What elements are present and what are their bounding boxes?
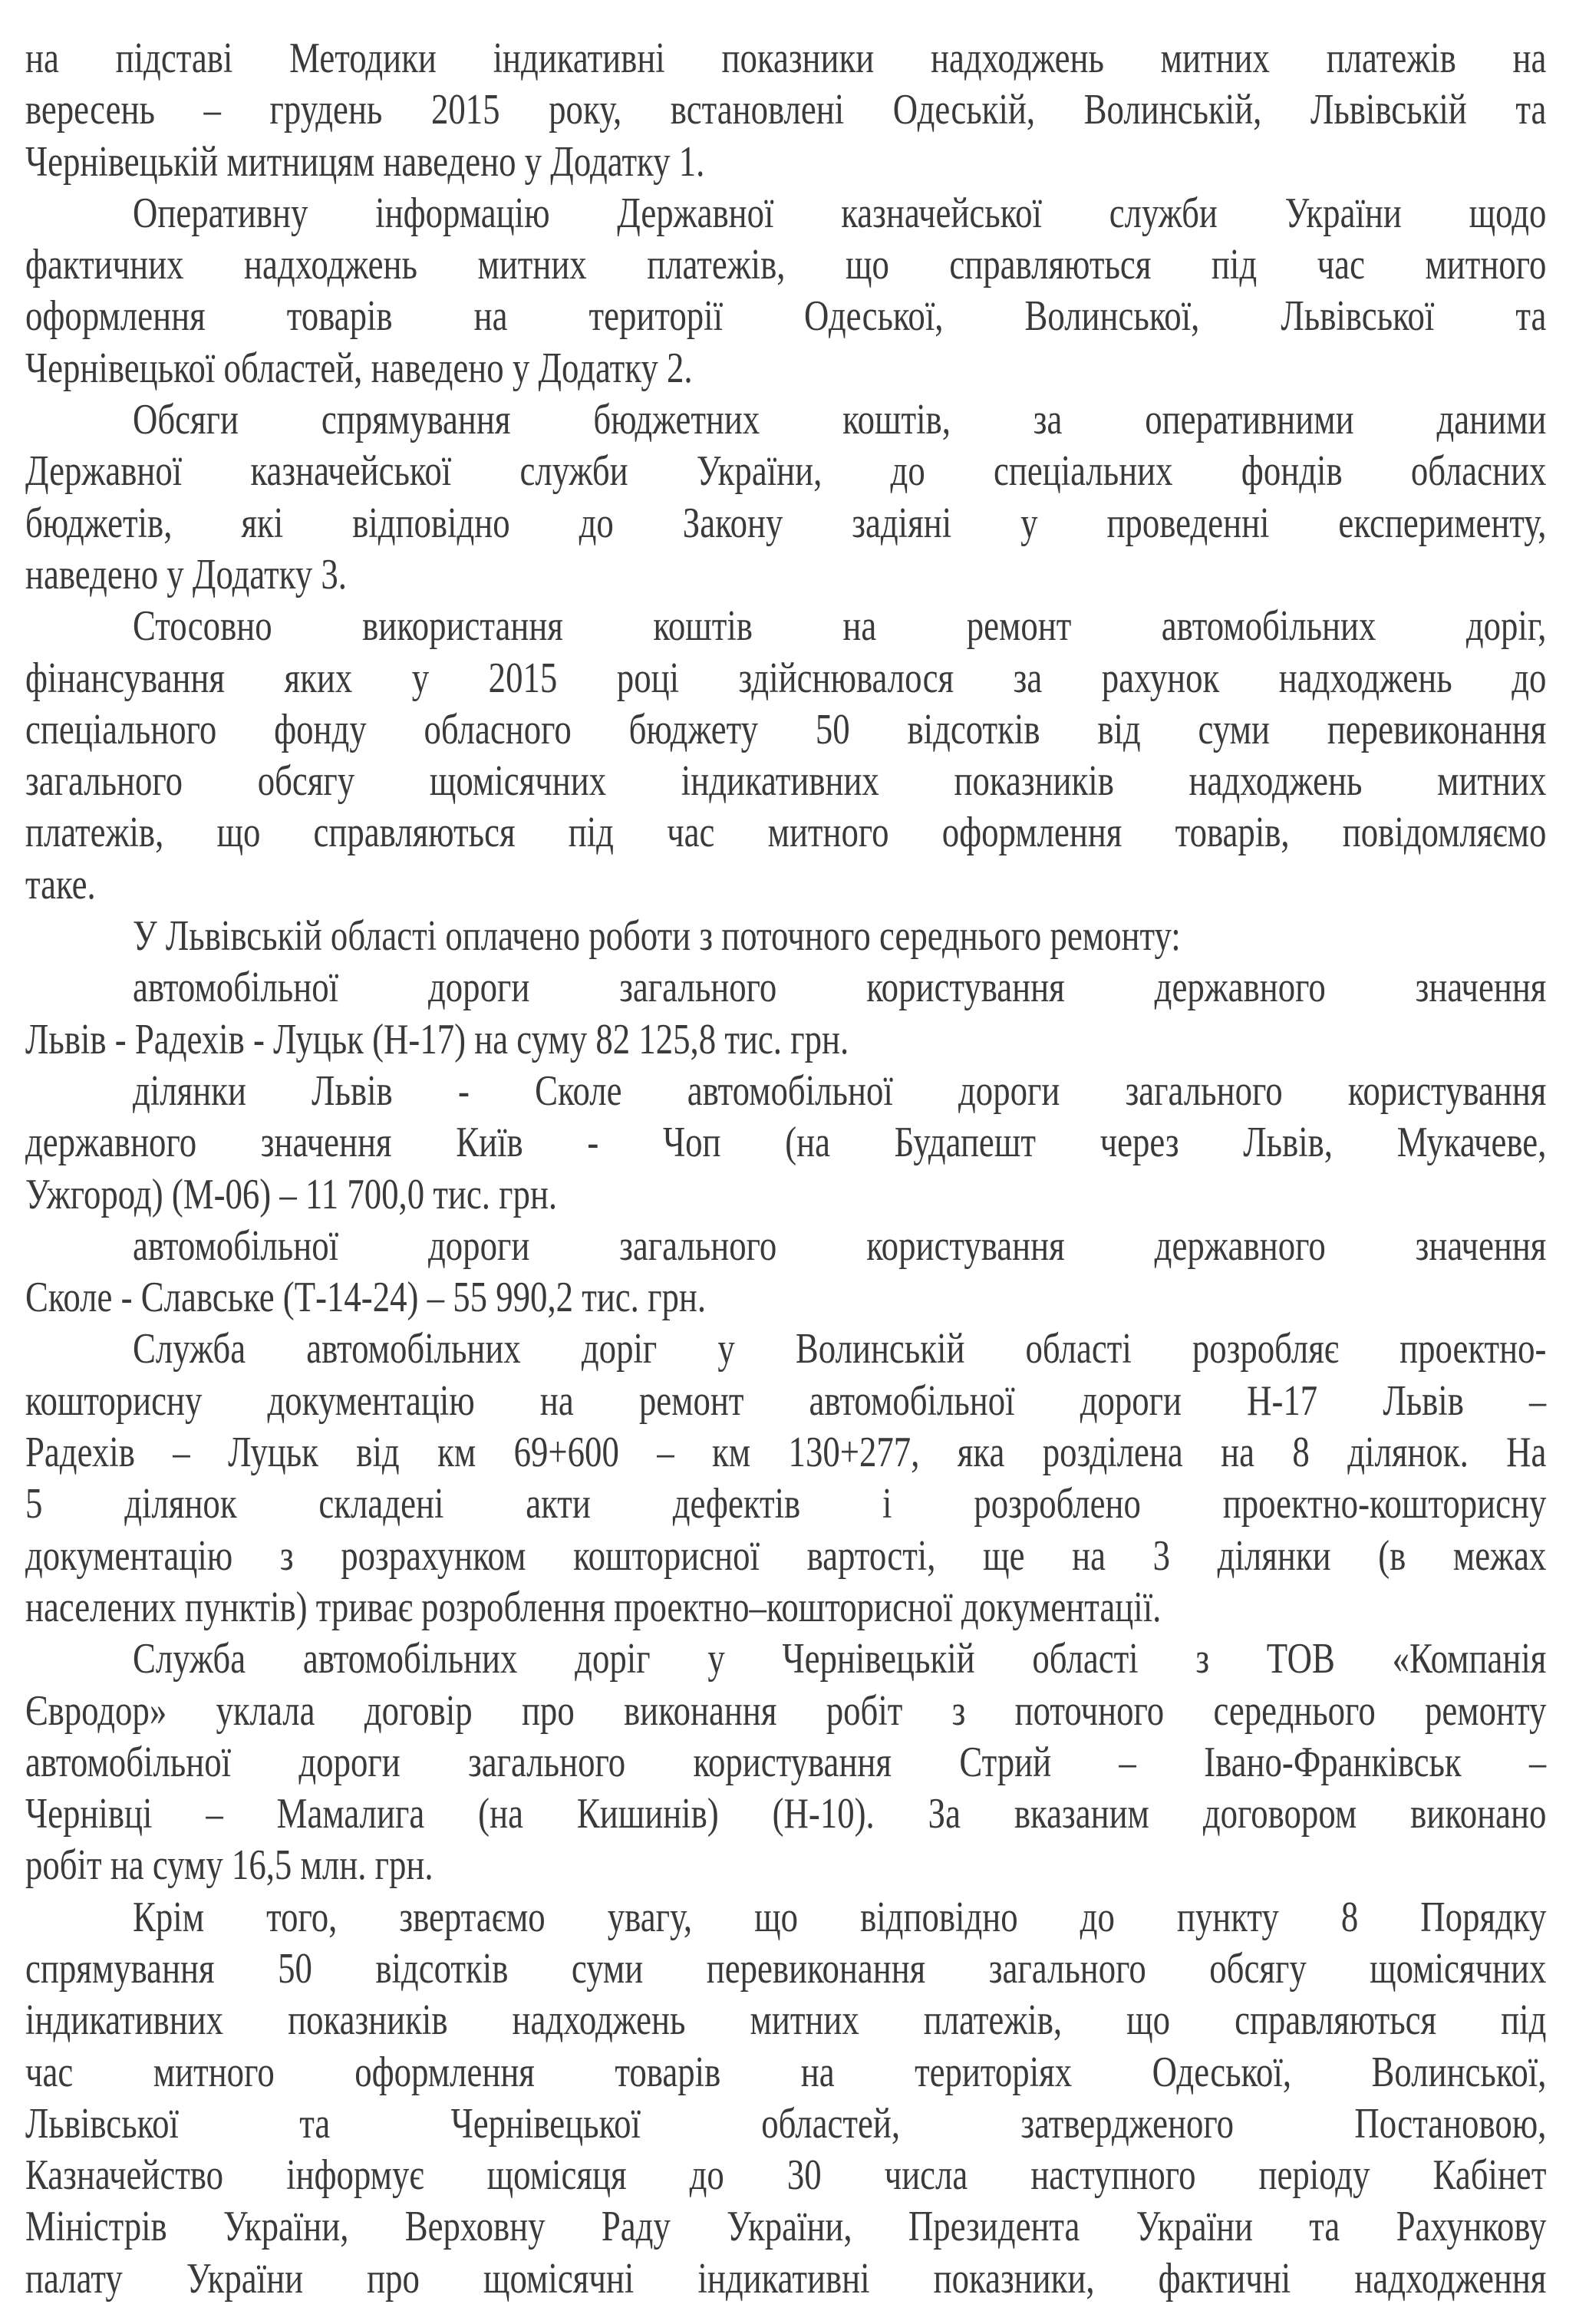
text-line: Львівської та Чернівецької областей, затвердженого Постановою, — [25, 2099, 1547, 2148]
paragraph — [25, 1066, 1546, 1221]
paragraph — [25, 601, 1546, 911]
text-line: час митного оформлення товарів на територіях Одеської, Волинської, — [25, 2048, 1547, 2096]
text-line: таке. — [25, 860, 96, 908]
text-line: платежів, що справляються під час митного оформлення товарів, повідомляємо — [25, 809, 1547, 857]
text-line: Львів - Радехів - Луцьк (Н-17) на суму 82 125,8 тис. грн. — [25, 1015, 849, 1063]
text-line: державного значення Київ - Чоп (на Будапешт через Львів, Мукачеве, — [25, 1119, 1547, 1167]
text-line: населених пунктів) триває розроблення проектно–кошторисної документації. — [25, 1583, 1162, 1631]
text-line: автомобільної дороги загального користування державного значення — [133, 964, 1547, 1012]
text-line: Сколе - Славське (Т-14-24) – 55 990,2 тис. грн. — [25, 1274, 707, 1322]
paragraph — [25, 1633, 1546, 1891]
text-line: Ужгород) (М-06) – 11 700,0 тис. грн. — [25, 1170, 558, 1218]
text-line: фактичних надходжень митних платежів, що справляються під час митного — [25, 241, 1547, 289]
text-line: спрямування 50 відсотків суми перевиконання загального обсягу щомісячних — [25, 1944, 1547, 1993]
text-line: фінансування яких у 2015 році здійснювалося за рахунок надходжень до — [25, 654, 1547, 702]
text-line: кошторисну документацію на ремонт автомобільної дороги Н-17 Львів – — [25, 1376, 1547, 1425]
text-line: Радехів – Луцьк від км 69+600 – км 130+277, яка розділена на 8 ділянок. На — [25, 1429, 1547, 1477]
paragraph — [25, 911, 1546, 962]
text-line: Крім того, звертаємо увагу, що відповідно до пункту 8 Порядку — [133, 1893, 1547, 1941]
text-line: загального обсягу щомісячних індикативних показників надходжень митних — [25, 757, 1547, 806]
text-line: У Львівській області оплачено роботи з поточного середнього ремонту: — [133, 912, 1181, 961]
text-line: Служба автомобільних доріг у Чернівецькій області з ТОВ «Компанія — [133, 1635, 1547, 1683]
paragraph — [25, 1892, 1546, 2305]
text-line: автомобільної дороги загального користування державного значення — [133, 1221, 1547, 1270]
text-line: ділянки Львів - Сколе автомобільної дороги загального користування — [133, 1066, 1547, 1115]
paragraph — [25, 1221, 1546, 1324]
text-line: автомобільної дороги загального користування Стрий – Івано-Франківськ – — [25, 1738, 1547, 1786]
text-line: документацію з розрахунком кошторисної вартості, ще на 3 ділянки (в межах — [25, 1531, 1547, 1580]
text-line: Обсяги спрямування бюджетних коштів, за оперативними даними — [133, 396, 1547, 444]
paragraph — [25, 962, 1546, 1066]
text-line: наведено у Додатку 3. — [25, 550, 347, 598]
paragraph — [25, 394, 1546, 601]
text-line: вересень – грудень 2015 року, встановлені Одеській, Волинській, Львівській та — [25, 86, 1547, 134]
text-line: Євродор» уклала договір про виконання робіт з поточного середнього ремонту — [25, 1686, 1547, 1735]
text-line: бюджетів, які відповідно до Закону задіяні у проведенні експерименту, — [25, 499, 1547, 547]
text-line: Міністрів України, Верховну Раду України, Президента України та Рахункову — [25, 2203, 1547, 2251]
text-line: Чернівці – Мамалига (на Кишинів) (Н-10). За вказаним договором виконано — [25, 1790, 1547, 1838]
text-line: індикативних показників надходжень митних платежів, що справляються під — [25, 1996, 1547, 2045]
text-line: на підставі Методики індикативні показники надходжень митних платежів на — [25, 35, 1547, 82]
text-line: палату України про щомісячні індикативні показники, фактичні надходження — [25, 2254, 1547, 2303]
paragraph — [25, 188, 1546, 394]
text-line: робіт на суму 16,5 млн. грн. — [25, 1841, 434, 1890]
text-line: Державної казначейської служби України, до спеціальних фондів обласних — [25, 447, 1547, 496]
text-line: 5 ділянок складені акти дефектів і розроблено проектно-кошторисну — [25, 1480, 1547, 1528]
text-line: спеціального фонду обласного бюджету 50 відсотків від суми перевиконання — [25, 705, 1547, 753]
text-line: Оперативну інформацію Державної казначейської служби України щодо — [133, 189, 1547, 237]
text-line: Чернівецької областей, наведено у Додатку 2. — [25, 344, 693, 392]
text-line: оформлення товарів на території Одеської, Волинської, Львівської та — [25, 292, 1547, 341]
paragraph — [25, 1324, 1546, 1633]
text-line: Казначейство інформує щомісяця до 30 числа наступного періоду Кабінет — [25, 2151, 1547, 2200]
text-line: Служба автомобільних доріг у Волинській області розробляє проектно- — [133, 1325, 1547, 1373]
text-line: Чернівецькій митницям наведено у Додатку 1. — [25, 137, 705, 186]
text-line: Стосовно використання коштів на ремонт автомобільних доріг, — [133, 602, 1547, 651]
paragraph — [25, 33, 1546, 188]
document-page — [25, 33, 1546, 2305]
